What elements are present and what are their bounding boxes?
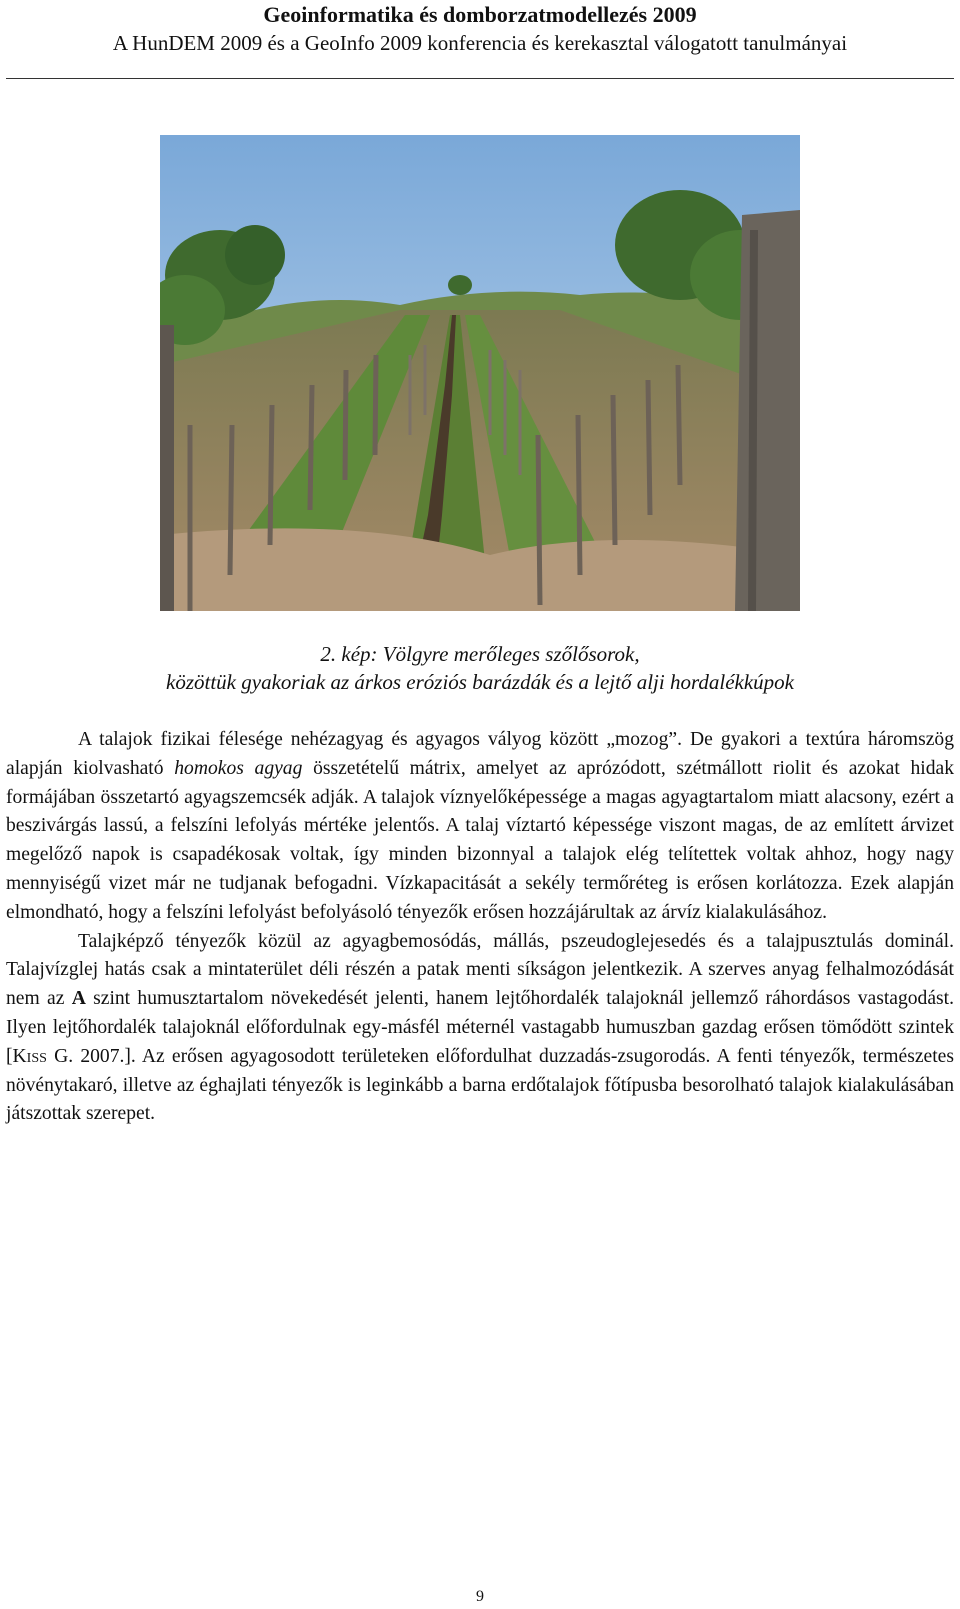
- paragraph-2-bold-horizon: A: [71, 988, 86, 1010]
- paragraph-1-part-1: A talajok fizikai félesége nehézagyag és agyagos vályog között „mozog”. De gyakori a textúra háromszög alapján kiolvasható: [6, 729, 954, 779]
- figure-caption-line-2: közöttük gyakoriak az árkos eróziós barázdák és a lejtő alji hordalékkúpok: [166, 670, 794, 694]
- body-text: [6, 726, 954, 1129]
- paragraph-2-author: Kiss: [12, 1045, 47, 1067]
- header-rule: [6, 78, 954, 79]
- paragraph-2-part-2: szint humusztartalom növekedését jelenti, hanem lejtőhordalék talajoknál jellemző ráhordásos vastagodást. Ilyen lejtőhordalék talajoknál előfordulnak egy-másfél méternél vastagabb humuszban gazdag erősen tömődött szintek [: [6, 988, 955, 1067]
- paragraph-1: [6, 726, 954, 928]
- paragraph-1-italic-term: homokos agyag: [174, 757, 303, 779]
- header-title: Geoinformatika és domborzatmodellezés 2009: [263, 2, 697, 27]
- paragraph-2-part-3: G. 2007.]. Az erősen agyagosodott területeken előfordulhat duzzadás-zsugorodás. A fenti tényezők, természetes növénytakaró, illetve az éghajlati tényezők is leginkább a barna erdőtalajok főtípusba besorolható talajok kialakulásában játszottak szerepet.: [6, 1045, 954, 1125]
- figure-caption-line-1: 2. kép: Völgyre merőleges szőlősorok,: [320, 642, 640, 666]
- paragraph-2: [6, 928, 954, 1130]
- paragraph-2-part-1: Talajképző tényezők közül az agyagbemosódás, mállás, pszeudoglejesedés és a talajpusztulás dominál. Talajvízglej hatás csak a mintaterület déli részén a patak menti síkságon jelentkezik. A szerves anyag felhalmozódását nem az: [6, 930, 954, 1010]
- page-number: 9: [476, 1588, 484, 1605]
- header-subtitle: A HunDEM 2009 és a GeoInfo 2009 konferencia és kerekasztal válogatott tanulmányai: [112, 31, 848, 55]
- vineyard-photo: [160, 135, 800, 611]
- vineyard-photo-drawing: [160, 135, 800, 611]
- paragraph-1-part-2: összetételű mátrix, amelyet az aprózódott, szétmállott riolit és azokat hidak formájában összetartó agyagszemcsék adják. A talajok víznyelőképessége a magas agyagtartalom miatt alacsony, ezért a beszivárgás lassú, a felszíni lefolyás mértéke jelentős. A talaj víztartó képessége viszont magas, de az említett árvizet megelőző napok is csapadékosak voltak, így minden bizonnyal a talajok elég telítettek voltak ahhoz, hogy nagy mennyiségű vizet már ne tudjanak befogadni. Vízkapacitását a sekély termőréteg is erősen korlátozza. Ezek alapján elmondható, hogy a felszíni lefolyást befolyásoló tényezők erősen hozzájárultak az árvíz kialakulásához.: [6, 757, 954, 923]
